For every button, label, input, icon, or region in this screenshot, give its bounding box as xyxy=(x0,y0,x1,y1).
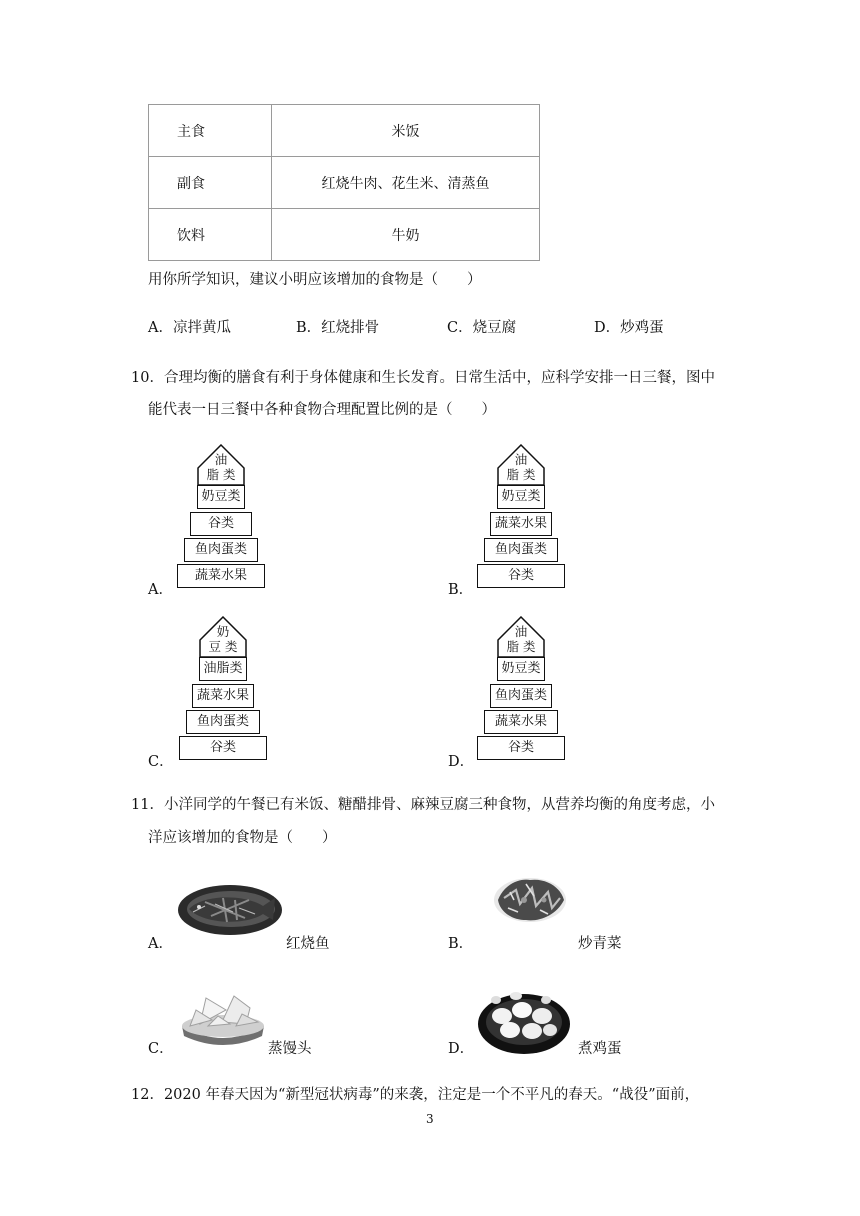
q10-option-a-letter: A． xyxy=(148,582,173,598)
q11-option-d-label: 煮鸡蛋 xyxy=(578,1041,622,1057)
pyramid-tier-3: 谷类 xyxy=(190,512,252,536)
pyramid-tier-3: 鱼肉蛋类 xyxy=(490,684,552,708)
pyramid-apex-label-2: 脂 类 xyxy=(206,467,236,482)
q11-option-b-label: 炒青菜 xyxy=(578,936,622,952)
q9-option-b: B．红烧排骨 xyxy=(296,320,380,336)
pyramid-apex-label-1: 奶 xyxy=(216,624,230,639)
table-cell-label: 主食 xyxy=(149,105,272,157)
meal-table xyxy=(148,104,540,261)
q10-option-b-letter: B． xyxy=(448,582,474,598)
pyramid-tier-2: 奶豆类 xyxy=(497,657,545,681)
steamed-buns-image xyxy=(178,990,268,1052)
stir-fried-greens-image xyxy=(490,870,570,926)
boiled-eggs-image xyxy=(476,986,572,1056)
pyramid-tier-2: 奶豆类 xyxy=(497,485,545,509)
pyramid-apex-label-2: 脂 类 xyxy=(506,467,536,482)
pyramid-tier-5: 谷类 xyxy=(179,736,267,760)
pyramid-tier-4: 鱼肉蛋类 xyxy=(184,538,258,562)
pyramid-tier-4: 鱼肉蛋类 xyxy=(186,710,260,734)
pyramid-tier-2: 奶豆类 xyxy=(197,485,245,509)
braised-fish-image xyxy=(175,882,283,938)
food-pyramid-b xyxy=(476,444,566,592)
table-cell-label: 饮料 xyxy=(149,209,272,261)
table-row xyxy=(149,157,540,209)
q11-option-d-letter: D． xyxy=(448,1041,475,1057)
pyramid-apex-label-1: 油 xyxy=(514,452,528,467)
q11-option-c-letter: C． xyxy=(148,1041,174,1057)
pyramid-tier-5: 蔬菜水果 xyxy=(177,564,265,588)
q9-option-a: A．凉拌黄瓜 xyxy=(148,320,231,336)
table-cell-value: 牛奶 xyxy=(272,209,540,261)
food-pyramid-d xyxy=(476,616,566,764)
pyramid-tier-5: 谷类 xyxy=(477,736,565,760)
table-row xyxy=(149,209,540,261)
q11-option-a-label: 红烧鱼 xyxy=(286,936,330,952)
q9-option-c: C．烧豆腐 xyxy=(447,320,517,336)
q11-option-c-label: 蒸馒头 xyxy=(268,1041,312,1057)
pyramid-apex-label-2: 豆 类 xyxy=(208,639,238,654)
q11-stem-line1: 11．小洋同学的午餐已有米饭、糖醋排骨、麻辣豆腐三种食物，从营养均衡的角度考虑，小 xyxy=(131,797,715,813)
table-cell-value: 红烧牛肉、花生米、清蒸鱼 xyxy=(272,157,540,209)
q10-option-c-letter: C． xyxy=(148,754,174,770)
q10-stem-line1: 10．合理均衡的膳食有利于身体健康和生长发育。日常生活中，应科学安排一日三餐，图中 xyxy=(131,370,715,386)
pyramid-tier-2: 油脂类 xyxy=(199,657,247,681)
pyramid-tier-4: 蔬菜水果 xyxy=(484,710,558,734)
pyramid-tier-3: 蔬菜水果 xyxy=(490,512,552,536)
q11-option-a-letter: A． xyxy=(148,936,173,952)
q11-stem-line2: 洋应该增加的食物是（ ） xyxy=(148,830,337,846)
pyramid-apex-label-1: 油 xyxy=(514,624,528,639)
table-cell-label: 副食 xyxy=(149,157,272,209)
pyramid-tier-3: 蔬菜水果 xyxy=(192,684,254,708)
q9-option-d: D．炒鸡蛋 xyxy=(594,320,664,336)
food-pyramid-c xyxy=(178,616,268,764)
table-row xyxy=(149,105,540,157)
q10-stem-line2: 能代表一日三餐中各种食物合理配置比例的是（ ） xyxy=(148,402,496,418)
table-cell-value: 米饭 xyxy=(272,105,540,157)
pyramid-tier-4: 鱼肉蛋类 xyxy=(484,538,558,562)
q10-option-d-letter: D． xyxy=(448,754,475,770)
pyramid-apex-label-2: 脂 类 xyxy=(506,639,536,654)
q9-prompt: 用你所学知识，建议小明应该增加的食物是（ ） xyxy=(148,272,482,288)
q12-stem-line1: 12．2020 年春天因为“新型冠状病毒”的来袭，注定是一个不平凡的春天。“战役”面前， xyxy=(131,1087,700,1103)
q11-option-b-letter: B． xyxy=(448,936,474,952)
food-pyramid-a xyxy=(176,444,266,592)
pyramid-tier-5: 谷类 xyxy=(477,564,565,588)
pyramid-apex-label-1: 油 xyxy=(214,452,228,467)
page-number: 3 xyxy=(426,1112,434,1126)
